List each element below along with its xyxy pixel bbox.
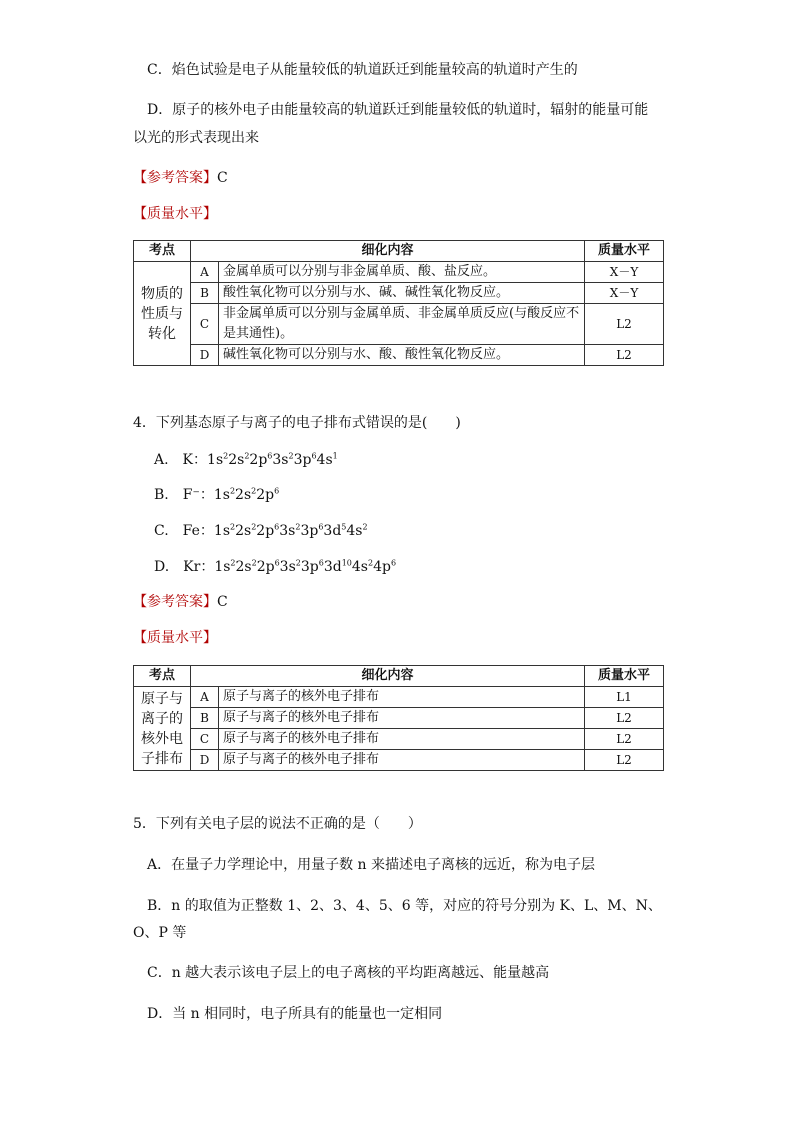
q3-option-d-cont: 以光的形式表现出来 [133,130,259,146]
q4-option-c: C. Fe：$1s^22s^22p^63s^23p^63d^54s^2$ [154,522,368,539]
option-cell: C [191,729,219,750]
detail-cell: 原子与离子的核外电子排布 [219,708,585,729]
q5-option-b: B．n 的取值为正整数 1、2、3、4、5、6 等，对应的符号分别为 K、L、M、N、 [147,898,662,914]
q5-option-d: D．当 n 相同时，电子所具有的能量也一定相同 [147,1006,443,1022]
option-cell: C [191,304,219,345]
level-cell: L2 [585,729,664,750]
table-row [134,283,664,304]
option-cell: A [191,687,219,708]
option-cell: D [191,345,219,366]
topic-cell: 物质的性质与转化 [134,262,191,366]
header-topic: 考点 [134,241,191,262]
level-cell: L2 [585,750,664,771]
q5-option-b-cont: O、P 等 [133,925,187,941]
q4-option-d: D. Kr：$1s^22s^22p^63s^23p^63d^{10}4s^24p^6$ [154,558,397,575]
answer-value: C [217,594,228,610]
header-topic: 考点 [134,666,191,687]
quality-table-1 [133,240,664,366]
detail-cell: 酸性氧化物可以分别与水、碱、碱性氧化物反应。 [219,283,585,304]
level-cell: L2 [585,708,664,729]
table-row [134,729,664,750]
detail-cell: 碱性氧化物可以分别与水、酸、酸性氧化物反应。 [219,345,585,366]
q5-option-a: A．在量子力学理论中，用量子数 n 来描述电子离核的远近，称为电子层 [147,857,596,873]
q5-option-c: C．n 越大表示该电子层上的电子离核的平均距离越远、能量越高 [147,965,550,981]
detail-cell: 金属单质可以分别与非金属单质、酸、盐反应。 [219,262,585,283]
option-cell: A [191,262,219,283]
quality-label-1: 【质量水平】 [133,206,217,222]
level-cell: L2 [585,304,664,345]
detail-cell: 原子与离子的核外电子排布 [219,687,585,708]
quality-table-2 [133,665,664,771]
answer-tag: 【参考答案】 [133,594,217,610]
level-cell: X－Y [585,262,664,283]
q3-option-c: C．焰色试验是电子从能量较低的轨道跃迁到能量较高的轨道时产生的 [147,62,578,78]
topic-cell: 原子与离子的核外电子排布 [134,687,191,771]
q5-stem: 5．下列有关电子层的说法不正确的是（ ） [133,816,422,832]
table-row [134,345,664,366]
header-level: 质量水平 [585,241,664,262]
answer-value: C [217,170,228,186]
table-row [134,750,664,771]
detail-cell: 原子与离子的核外电子排布 [219,729,585,750]
level-cell: L1 [585,687,664,708]
table-row [134,687,664,708]
table-row [134,708,664,729]
header-level: 质量水平 [585,666,664,687]
option-cell: B [191,708,219,729]
level-cell: X－Y [585,283,664,304]
detail-cell: 原子与离子的核外电子排布 [219,750,585,771]
q4-option-b: B. F⁻：$1s^22s^22p^6$ [154,486,280,503]
table-row [134,262,664,283]
level-cell: L2 [585,345,664,366]
answer-tag: 【参考答案】 [133,170,217,186]
header-detail: 细化内容 [191,666,585,687]
quality-label-2: 【质量水平】 [133,630,217,646]
header-detail: 细化内容 [191,241,585,262]
q3-answer [133,168,228,188]
q4-option-a: A. K：$1s^22s^22p^63s^23p^64s^1$ [154,451,338,468]
table-header-row [134,666,664,687]
q3-option-d: D．原子的核外电子由能量较高的轨道跃迁到能量较低的轨道时，辐射的能量可能 [147,102,649,118]
option-cell: B [191,283,219,304]
detail-cell: 非金属单质可以分别与金属单质、非金属单质反应(与酸反应不是其通性)。 [219,304,585,345]
table-header-row [134,241,664,262]
option-cell: D [191,750,219,771]
table-row [134,304,664,345]
q4-stem: 4．下列基态原子与离子的电子排布式错误的是( ) [133,415,461,431]
q4-answer [133,592,228,612]
